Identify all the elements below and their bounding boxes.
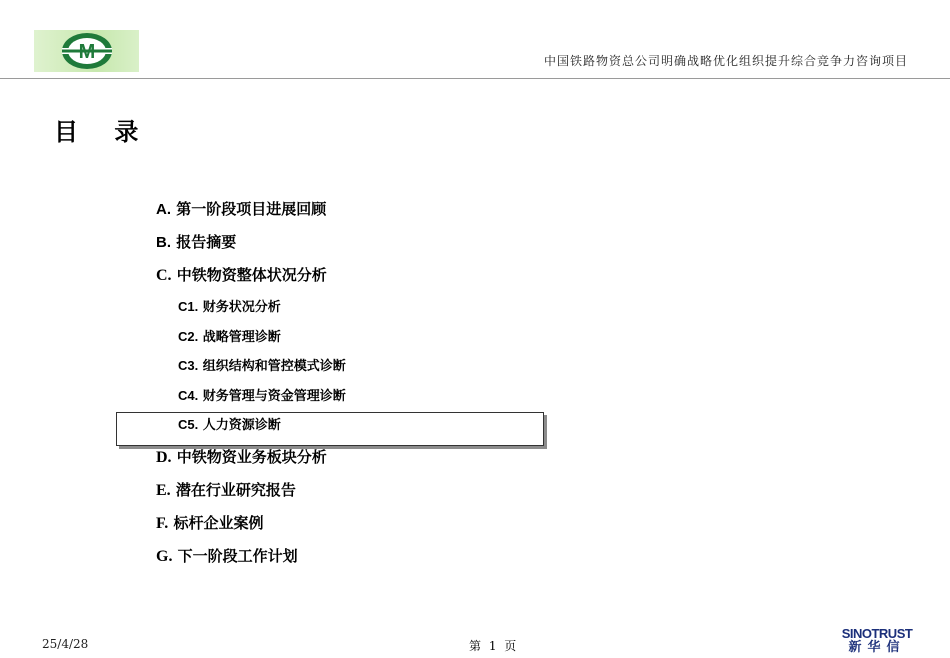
toc-item-c3[interactable]: C3. 组织结构和管控模式诊断: [178, 358, 346, 374]
toc-item-c2[interactable]: C2. 战略管理诊断: [178, 329, 281, 345]
toc-item-c4[interactable]: C4. 财务管理与资金管理诊断: [178, 388, 346, 404]
brand-name-cn: 新华信: [848, 640, 906, 655]
page-number: 第 1 页: [469, 639, 519, 653]
m-logo-icon: [60, 31, 114, 71]
company-logo: [34, 30, 139, 72]
toc-item-c5[interactable]: C5. 人力资源诊断: [178, 417, 281, 433]
svg-text:M: M: [78, 41, 96, 63]
toc-item-b[interactable]: B. 报告摘要: [156, 233, 237, 251]
toc-item-g[interactable]: G. 下一阶段工作计划: [156, 547, 298, 565]
brand-name-en: SINOTRUST: [841, 626, 913, 641]
header-divider: [0, 78, 950, 79]
header-title: 中国铁路物资总公司明确战略优化组织提升综合竞争力咨询项目: [543, 54, 908, 68]
toc-item-f[interactable]: F. 标杆企业案例: [156, 514, 264, 532]
toc-item-d[interactable]: D. 中铁物资业务板块分析: [156, 448, 327, 466]
footer-date: 25/4/28: [42, 637, 89, 651]
toc-item-e[interactable]: E. 潜在行业研究报告: [156, 481, 296, 499]
sinotrust-logo: [837, 627, 917, 656]
toc-item-a[interactable]: A. 第一阶段项目进展回顾: [156, 200, 327, 218]
toc-item-c1[interactable]: C1. 财务状况分析: [178, 299, 281, 315]
toc-item-c[interactable]: C. 中铁物资整体状况分析: [156, 266, 327, 284]
page-title: 目 录: [54, 117, 153, 146]
